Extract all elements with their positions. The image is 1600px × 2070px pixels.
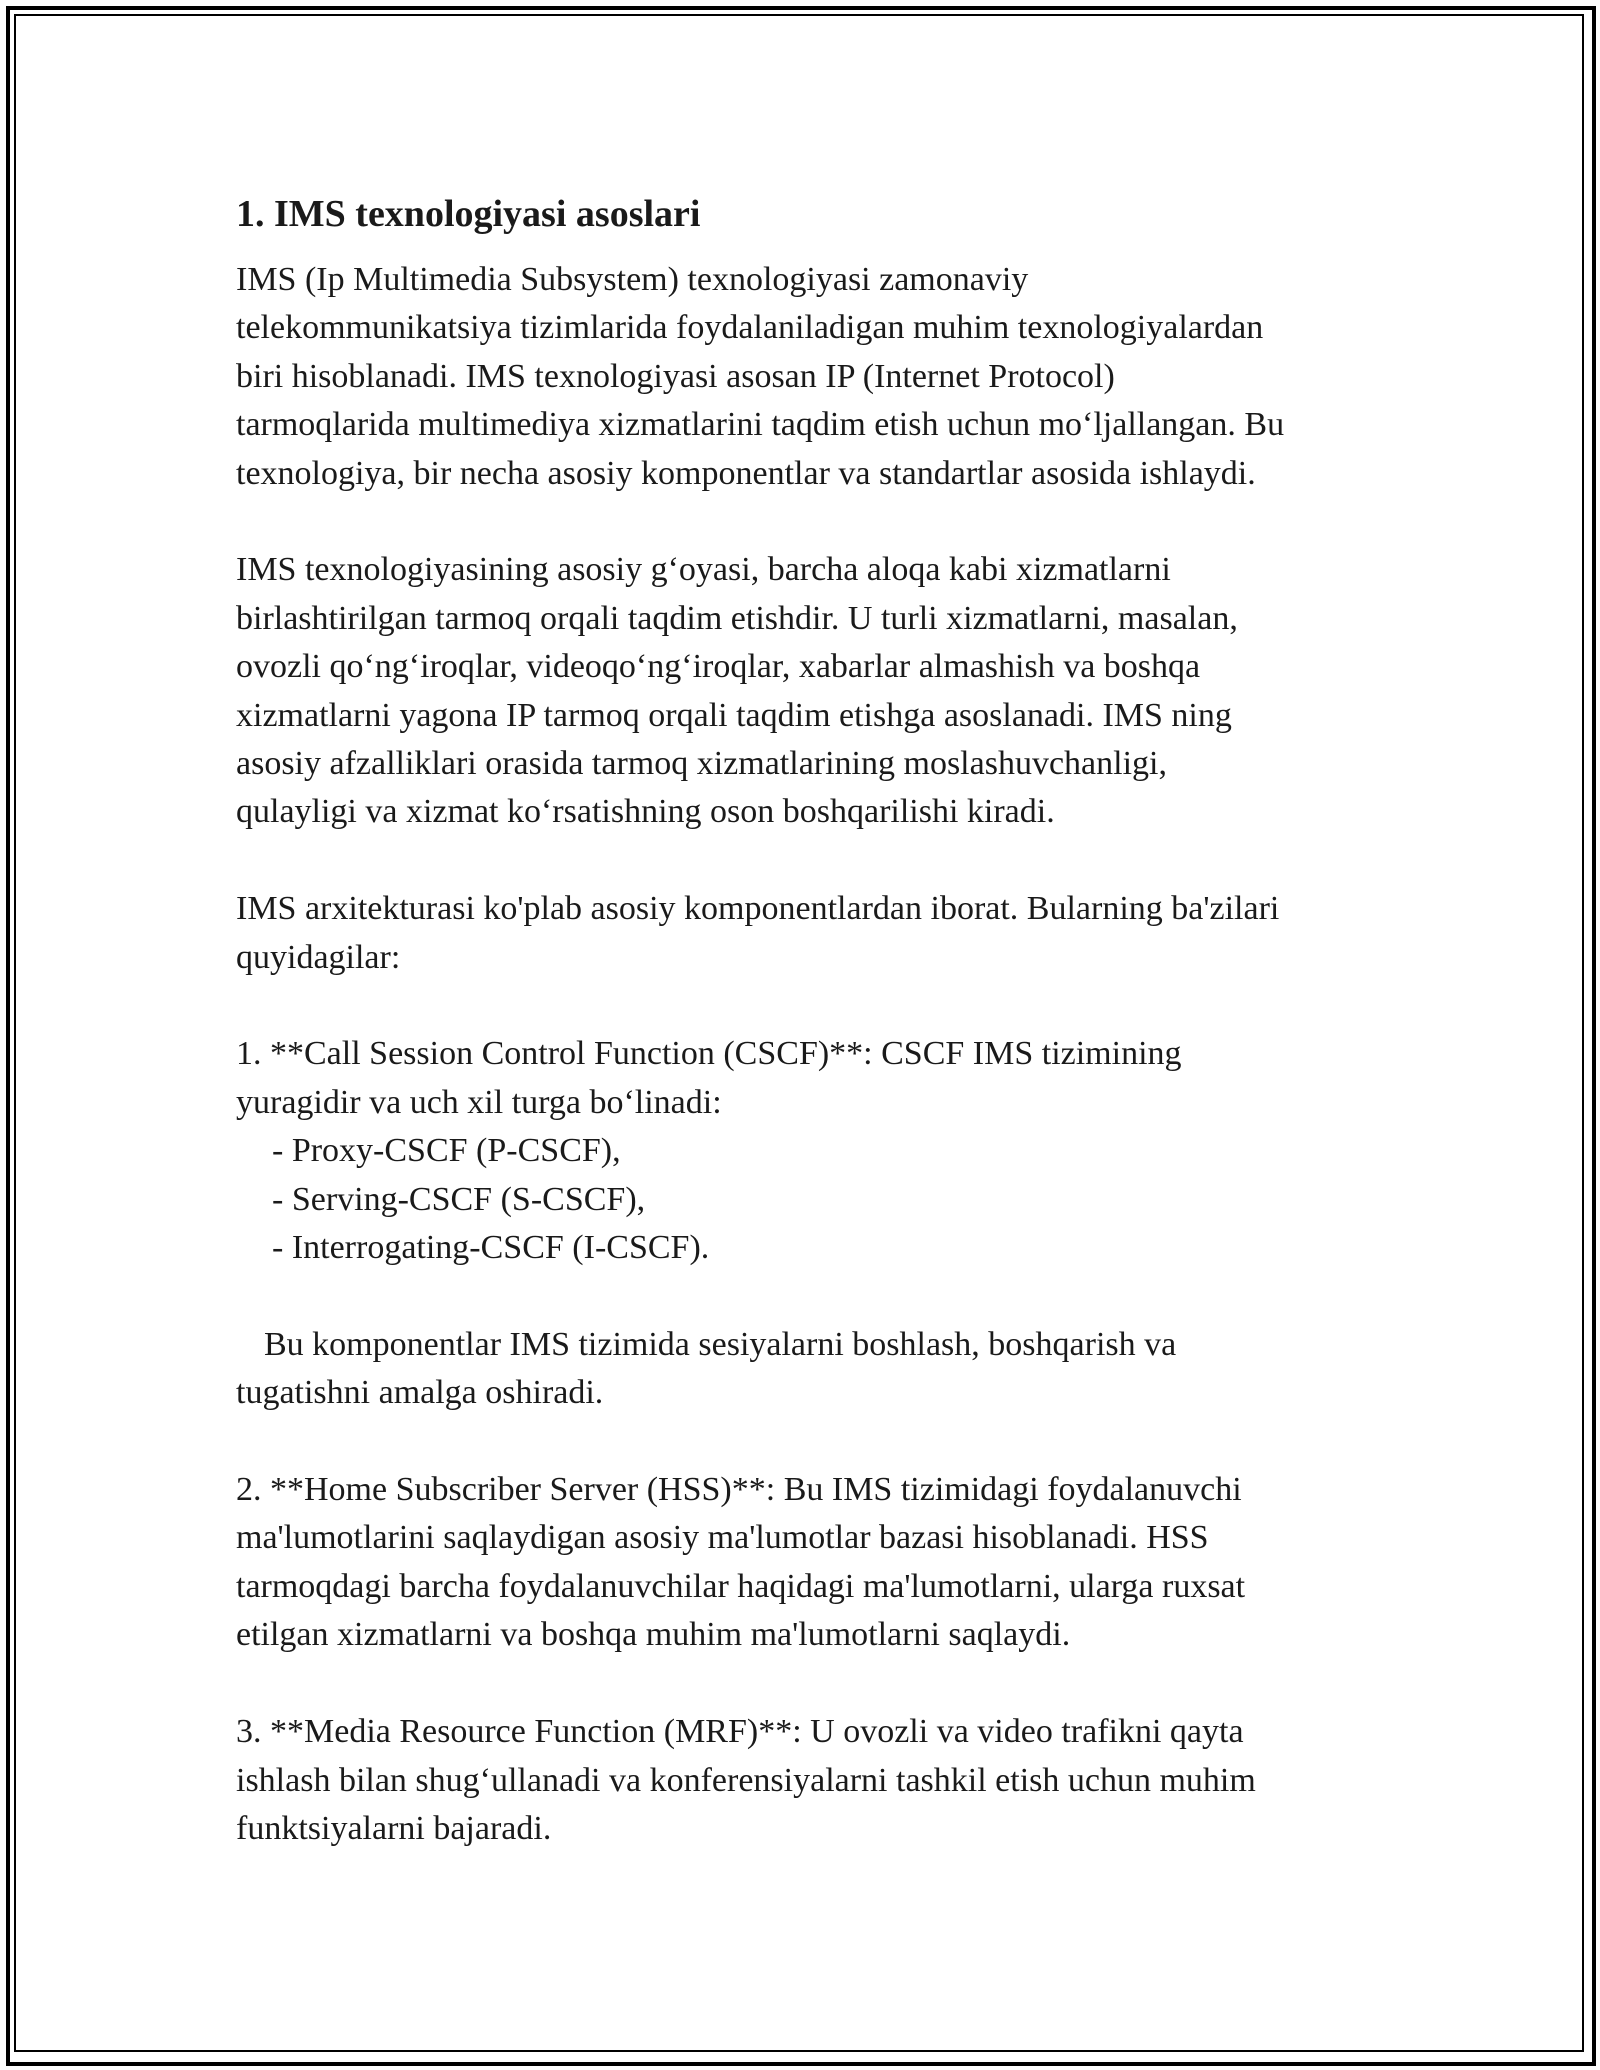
paragraph-main-idea: IMS texnologiyasining asosiy g‘oyasi, barcha aloqa kabi xizmatlarni birlashtirilgan tarmoq orqali taqdim etishdir. U turli xizmatlarni, masalan, ovozli qo‘ng‘iroqlar, videoqo‘ng‘iroqlar, xabarlar almashish va boshqa xizmatlarni yagona IP tarmoq orqali taqdim etishga asoslanadi. IMS ning asosiy afzalliklari orasida tarmoq xizmatlarining moslashuvchanligi, qulayligi va xizmat ko‘rsatishning oson boshqarilishi kiradi.	[236, 551, 1238, 831]
list-item-mrf: 3. **Media Resource Function (MRF)**: U ovozli va video trafikni qayta ishlash bilan shug‘ullanadi va konferensiyalarni tashkil etish uchun muhim funktsiyalarni bajaradi.	[236, 1713, 1256, 1847]
sub-item-icscf: - Interrogating-CSCF (I-CSCF).	[272, 1229, 710, 1267]
list-item-hss: 2. **Home Subscriber Server (HSS)**: Bu IMS tizimidagi foydalanuvchi ma'lumotlarini saqlaydigan asosiy ma'lumotlar bazasi hisoblanadi. HSS tarmoqdagi barcha foydalanuvchilar haqidagi ma'lumotlarni, ularga ruxsat etilgan xizmatlarni va boshqa muhim ma'lumotlarni saqlaydi.	[236, 1471, 1246, 1654]
sub-item-pcscf: - Proxy-CSCF (P-CSCF),	[272, 1132, 621, 1170]
paragraph-architecture: IMS arxitekturasi ko'plab asosiy komponentlardan iborat. Bularning ba'zilari quyidagilar:	[236, 890, 1280, 976]
list-item-cscf-text: 1. **Call Session Control Function (CSCF)**: CSCF IMS tizimining yuragidir va uch xil turga bo‘linadi:	[236, 1035, 1182, 1121]
paragraph-intro: IMS (Ip Multimedia Subsystem) texnologiyasi zamonaviy telekommunikatsiya tizimlarida foydalaniladigan muhim texnologiyalardan biri hisoblanadi. IMS texnologiyasi asosan IP (Internet Protocol) tarmoqlarida multimediya xizmatlarini taqdim etish uchun mo‘ljallangan. Bu texnologiya, bir necha asosiy komponentlar va standartlar asosida ishlaydi.	[236, 261, 1285, 492]
list-item-cscf	[236, 1030, 1386, 1272]
section-heading: 1. IMS texnologiyasi asoslari	[236, 193, 701, 235]
document-body	[236, 188, 1386, 1902]
cscf-note: Bu komponentlar IMS tizimida sesiyalarni boshlash, boshqarish va tugatishni amalga oshiradi.	[236, 1325, 1177, 1412]
sub-item-scscf: - Serving-CSCF (S-CSCF),	[272, 1180, 646, 1218]
